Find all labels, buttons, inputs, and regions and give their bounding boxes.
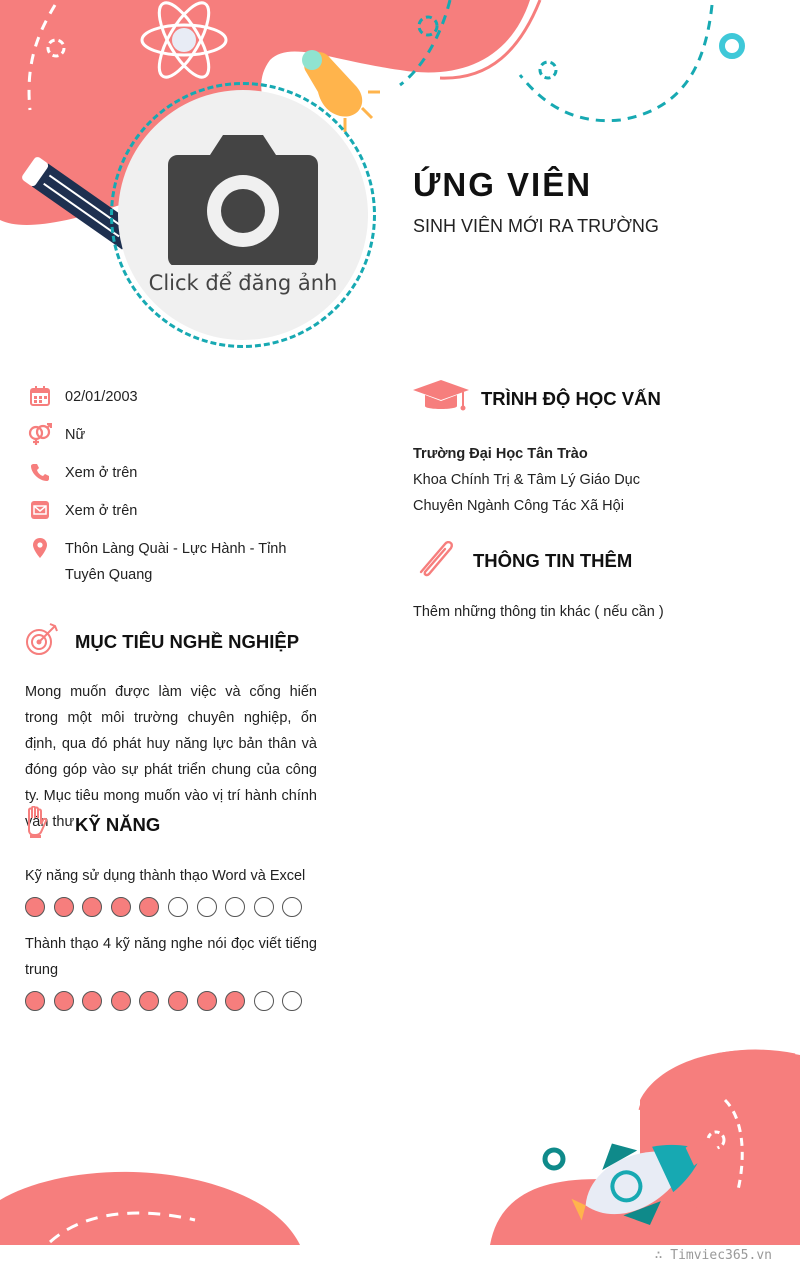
skill-dot[interactable] bbox=[82, 991, 102, 1011]
education-header bbox=[413, 378, 753, 419]
skill-dot[interactable] bbox=[111, 991, 131, 1011]
gender-icon bbox=[28, 422, 52, 446]
rocket-ring-icon bbox=[545, 1150, 563, 1168]
location-pin-icon bbox=[28, 536, 52, 560]
major-name[interactable]: Chuyên Ngành Công Tác Xã Hội bbox=[413, 498, 624, 514]
ring-icon bbox=[722, 36, 742, 56]
skill-dot[interactable] bbox=[197, 991, 217, 1011]
education-title: TRÌNH ĐỘ HỌC VẤN bbox=[481, 387, 661, 409]
target-icon bbox=[25, 622, 75, 661]
contact-email bbox=[28, 498, 328, 524]
skills-section bbox=[25, 806, 317, 1011]
contact-address bbox=[28, 536, 328, 588]
skill-dot[interactable] bbox=[25, 897, 45, 917]
extra-text[interactable]: Thêm những thông tin khác ( nếu cần ) bbox=[413, 604, 664, 620]
camera-icon bbox=[168, 135, 318, 265]
objective-title: MỤC TIÊU NGHỀ NGHIỆP bbox=[75, 630, 300, 652]
candidate-position[interactable]: SINH VIÊN MỚI RA TRƯỜNG bbox=[413, 216, 659, 236]
skill-dot[interactable] bbox=[282, 897, 302, 917]
skill-item bbox=[25, 931, 317, 1011]
skill-dot[interactable] bbox=[168, 991, 188, 1011]
objective-section bbox=[25, 622, 317, 835]
skill-dot[interactable] bbox=[254, 991, 274, 1011]
extra-title: THÔNG TIN THÊM bbox=[473, 549, 633, 571]
extra-section bbox=[413, 538, 753, 625]
contact-phone bbox=[28, 460, 328, 486]
gender-value[interactable]: Nữ bbox=[65, 427, 86, 443]
skill-dot[interactable] bbox=[197, 897, 217, 917]
objective-header bbox=[25, 622, 317, 661]
teal-loop-right bbox=[540, 62, 556, 78]
education-section bbox=[413, 378, 753, 519]
skill-dot[interactable] bbox=[139, 991, 159, 1011]
candidate-name[interactable]: ỨNG VIÊN bbox=[413, 166, 593, 203]
birthday-value[interactable]: 02/01/2003 bbox=[65, 389, 138, 405]
avatar-placeholder[interactable] bbox=[118, 90, 368, 340]
skill-dot[interactable] bbox=[54, 991, 74, 1011]
skill-name[interactable]: Thành thạo 4 kỹ năng nghe nói đọc viết tiếng trung bbox=[25, 936, 317, 978]
education-details bbox=[413, 441, 753, 519]
skills-list bbox=[25, 863, 317, 1011]
email-icon bbox=[28, 498, 52, 522]
skills-header bbox=[25, 806, 317, 843]
faculty-name[interactable]: Khoa Chính Trị & Tâm Lý Giáo Dục bbox=[413, 472, 641, 488]
phone-icon bbox=[28, 460, 52, 484]
graduation-cap-icon bbox=[413, 378, 481, 419]
skill-dot[interactable] bbox=[282, 991, 302, 1011]
address-value[interactable]: Thôn Làng Quài - Lực Hành - Tỉnh Tuyên Quang bbox=[65, 541, 287, 583]
skill-rating[interactable] bbox=[25, 991, 317, 1011]
objective-text[interactable]: Mong muốn được làm việc và cống hiến trong một môi trường chuyên nghiệp, ổn định, qua đó phát huy năng lực bản thân và đóng góp vào sự phát triển chung của công ty. Mục tiêu mong muốn vào vị trí hành chính văn thư bbox=[25, 684, 317, 830]
email-value[interactable]: Xem ở trên bbox=[65, 503, 138, 519]
skill-dot[interactable] bbox=[82, 897, 102, 917]
phone-value[interactable]: Xem ở trên bbox=[65, 465, 138, 481]
skill-item bbox=[25, 863, 317, 917]
skill-dot[interactable] bbox=[54, 897, 74, 917]
skill-dot[interactable] bbox=[168, 897, 188, 917]
skill-dot[interactable] bbox=[225, 897, 245, 917]
skills-title: KỸ NĂNG bbox=[75, 813, 161, 835]
bottom-left-blob bbox=[0, 1172, 300, 1245]
calendar-icon bbox=[28, 384, 52, 408]
avatar-upload[interactable] bbox=[110, 82, 376, 348]
school-name[interactable]: Trường Đại Học Tân Trào bbox=[413, 446, 588, 462]
hand-icon bbox=[25, 806, 75, 843]
contact-info bbox=[28, 384, 328, 600]
watermark: ∴ Timviec365.vn bbox=[654, 1248, 772, 1263]
skill-dot[interactable] bbox=[25, 991, 45, 1011]
paperclip-icon bbox=[413, 538, 473, 583]
skill-dot[interactable] bbox=[139, 897, 159, 917]
skill-dot[interactable] bbox=[254, 897, 274, 917]
skill-rating[interactable] bbox=[25, 897, 317, 917]
avatar-upload-label: Click để đăng ảnh bbox=[148, 271, 338, 295]
skill-dot[interactable] bbox=[225, 991, 245, 1011]
contact-gender bbox=[28, 422, 328, 448]
skill-name[interactable]: Kỹ năng sử dụng thành thạo Word và Excel bbox=[25, 868, 306, 884]
teal-dash-right bbox=[520, 5, 712, 121]
skill-dot[interactable] bbox=[111, 897, 131, 917]
contact-birthday bbox=[28, 384, 328, 410]
extra-header bbox=[413, 538, 753, 583]
